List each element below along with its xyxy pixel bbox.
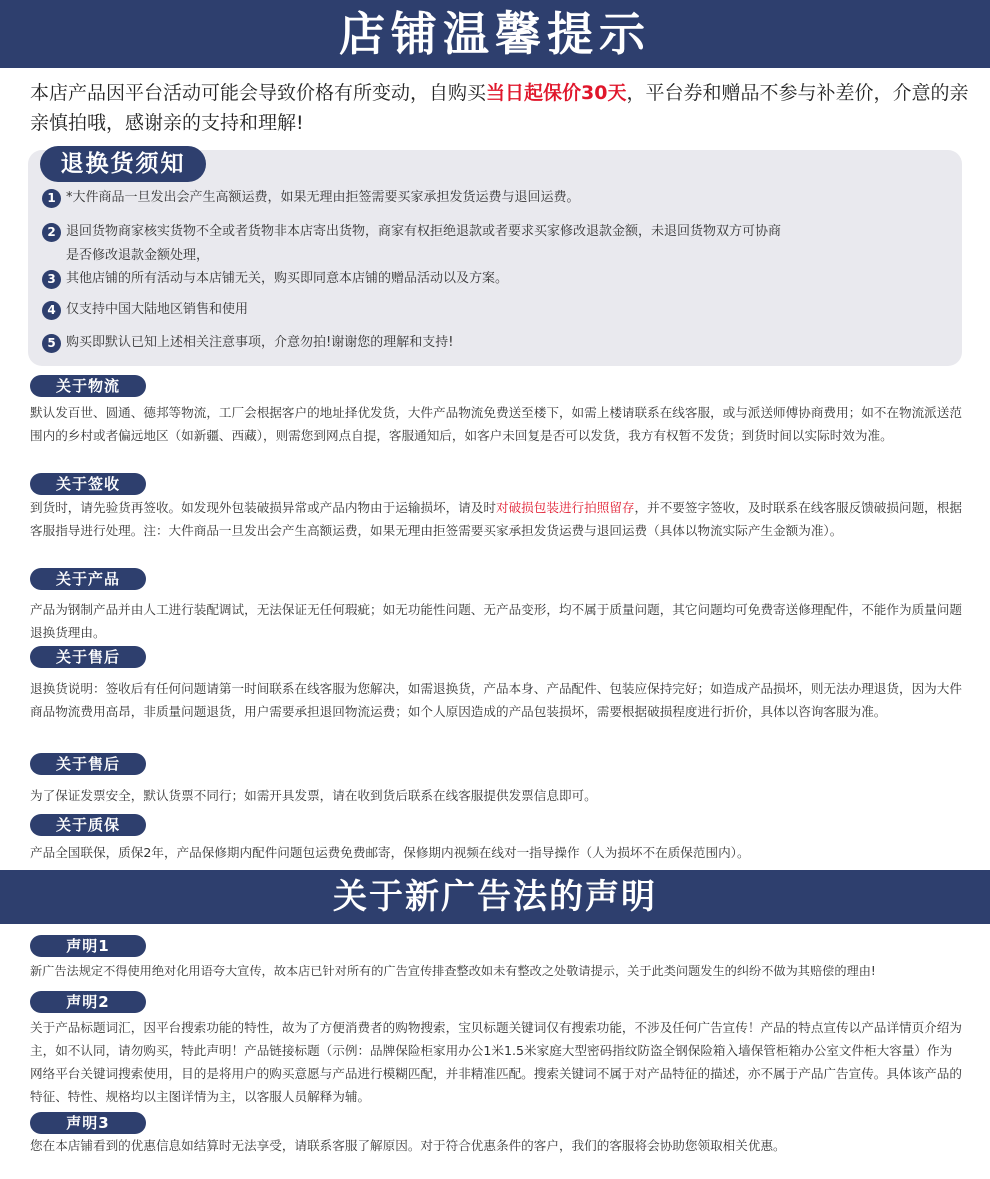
returns-item bbox=[42, 298, 786, 322]
statement-text-1: 新广告法规定不得使用绝对化用语夸大宣传，故本店已针对所有的广告宣传排查整改如未有整改之处敬请提示，关于此类问题发生的纠纷不做为其赔偿的理由! bbox=[30, 964, 876, 978]
statement-title-2: 声明2 bbox=[30, 991, 146, 1013]
returns-title: 退换货须知 bbox=[40, 146, 206, 182]
page-title: 店铺温馨提示 bbox=[339, 7, 651, 61]
number-badge-icon: 3 bbox=[42, 270, 61, 289]
section-text-warranty: 产品全国联保，质保2年，产品保修期内配件问题包运费免费邮寄，保修期内视频在线对一指导操作（人为损坏不在质保范围内）。 bbox=[30, 845, 750, 860]
returns-item bbox=[42, 331, 786, 355]
ad-law-banner bbox=[0, 870, 990, 924]
number-badge-icon: 5 bbox=[42, 334, 61, 353]
section-text-logistics: 默认发百世、圆通、德邦等物流，工厂会根据客户的地址择优发货，大件产品物流免费送至楼下，如需上楼请联系在线客服，或与派送师傅协商费用；如不在物流派送范围内的乡村或者偏远地区（如新疆、西藏），则需您到网点自提，客服通知后，如客户未回复是否可以发货，我方有权暂不发货；到货时间以实际时效为准。 bbox=[30, 405, 962, 443]
returns-item-text: *大件商品一旦发出会产生高额运费，如果无理由拒签需要买家承担发货运费与退回运费。 bbox=[66, 190, 580, 205]
returns-item-text: 购买即默认已知上述相关注意事项，介意勿拍!谢谢您的理解和支持! bbox=[66, 335, 454, 350]
statement-title-3: 声明3 bbox=[30, 1112, 146, 1134]
section-title-after-sales: 关于售后 bbox=[30, 646, 146, 668]
number-badge-icon: 4 bbox=[42, 301, 61, 320]
intro-text bbox=[30, 78, 970, 138]
section-text-receipt bbox=[30, 496, 964, 542]
ad-law-title: 关于新广告法的声明 bbox=[333, 877, 657, 917]
section-title-invoice: 关于售后 bbox=[30, 753, 146, 775]
section-title-warranty: 关于质保 bbox=[30, 814, 146, 836]
section-title-receipt: 关于签收 bbox=[30, 473, 146, 495]
section-title-logistics: 关于物流 bbox=[30, 375, 146, 397]
statement-title-1: 声明1 bbox=[30, 935, 146, 957]
returns-item-text: 退回货物商家核实货物不全或者货物非本店寄出货物，商家有权拒绝退款或者要求买家修改退款金额，未退回货物双方可协商是否修改退款金额处理， bbox=[66, 224, 782, 263]
returns-item bbox=[42, 220, 786, 268]
number-badge-icon: 1 bbox=[42, 189, 61, 208]
section-text-invoice: 为了保证发票安全，默认货票不同行；如需开具发票，请在收到货后联系在线客服提供发票信息即可。 bbox=[30, 788, 597, 803]
receipt-text-after: ，并不要签字签收，及时联系在线客服反馈破损问题，根据客服指导进行处理。注：大件商品一旦发出会产生高额运费，如果无理由拒签需要买家承担发货运费与退回运费（具体以物流实际产生金额为准）。 bbox=[30, 500, 962, 538]
statement-text-3: 您在本店铺看到的优惠信息如结算时无法享受，请联系客服了解原因。对于符合优惠条件的客户，我们的客服将会协助您领取相关优惠。 bbox=[30, 1138, 786, 1153]
intro-after: ，平台券和赠品不参与补差价，介意的亲亲慎拍哦，感谢亲的支持和理解! bbox=[30, 82, 969, 134]
returns-item bbox=[42, 186, 786, 210]
section-title-product: 关于产品 bbox=[30, 568, 146, 590]
number-badge-icon: 2 bbox=[42, 223, 61, 242]
receipt-text-before: 到货时，请先验货再签收。如发现外包装破损异常或产品内物由于运输损坏，请及时 bbox=[30, 500, 496, 515]
returns-item-text: 其他店铺的所有活动与本店铺无关，购买即同意本店铺的赠品活动以及方案。 bbox=[66, 271, 509, 286]
intro-highlight: 当日起保价30天 bbox=[486, 82, 627, 104]
returns-item-text: 仅支持中国大陆地区销售和使用 bbox=[66, 302, 249, 317]
section-text-product: 产品为钢制产品并由人工进行装配调试，无法保证无任何瑕疵；如无功能性问题、无产品变形，均不属于质量问题，其它问题均可免费寄送修理配件，不能作为质量问题退换货理由。 bbox=[30, 602, 962, 640]
intro-before: 本店产品因平台活动可能会导致价格有所变动，自购买 bbox=[30, 82, 487, 104]
returns-item bbox=[42, 267, 786, 291]
receipt-text-highlight: 对破损包装进行拍照留存 bbox=[495, 500, 635, 515]
statement-text-2: 关于产品标题词汇，因平台搜索功能的特性，故为了方便消费者的购物搜索，宝贝标题关键词仅有搜索功能，不涉及任何广告宣传！产品的特点宣传以产品详情页介绍为主，如不认同，请勿购买，特此声明！产品链接标题（示例：品牌保险柜家用办公1米1.5米家庭大型密码指纹防盗全钢保险箱入墙保管柜箱办公室文件柜大容量）作为网络平台关键词搜索使用，目的是将用户的购买意愿与产品进行模糊匹配，并非精准匹配。搜索关键词不属于对产品特征的描述，亦不属于产品广告宣传。具体该产品的特征、特性、规格均以主图详情为主，以客服人员解释为辅。 bbox=[30, 1020, 962, 1104]
section-text-after-sales: 退换货说明：签收后有任何问题请第一时间联系在线客服为您解决，如需退换货，产品本身、产品配件、包装应保持完好；如造成产品损坏，则无法办理退货，因为大件商品物流费用高昂，非质量问题退货，用户需要承担退回物流运费；如个人原因造成的产品包装损坏，需要根据破损程度进行折价，具体以咨询客服为准。 bbox=[30, 681, 962, 719]
page-title-banner bbox=[0, 0, 990, 68]
